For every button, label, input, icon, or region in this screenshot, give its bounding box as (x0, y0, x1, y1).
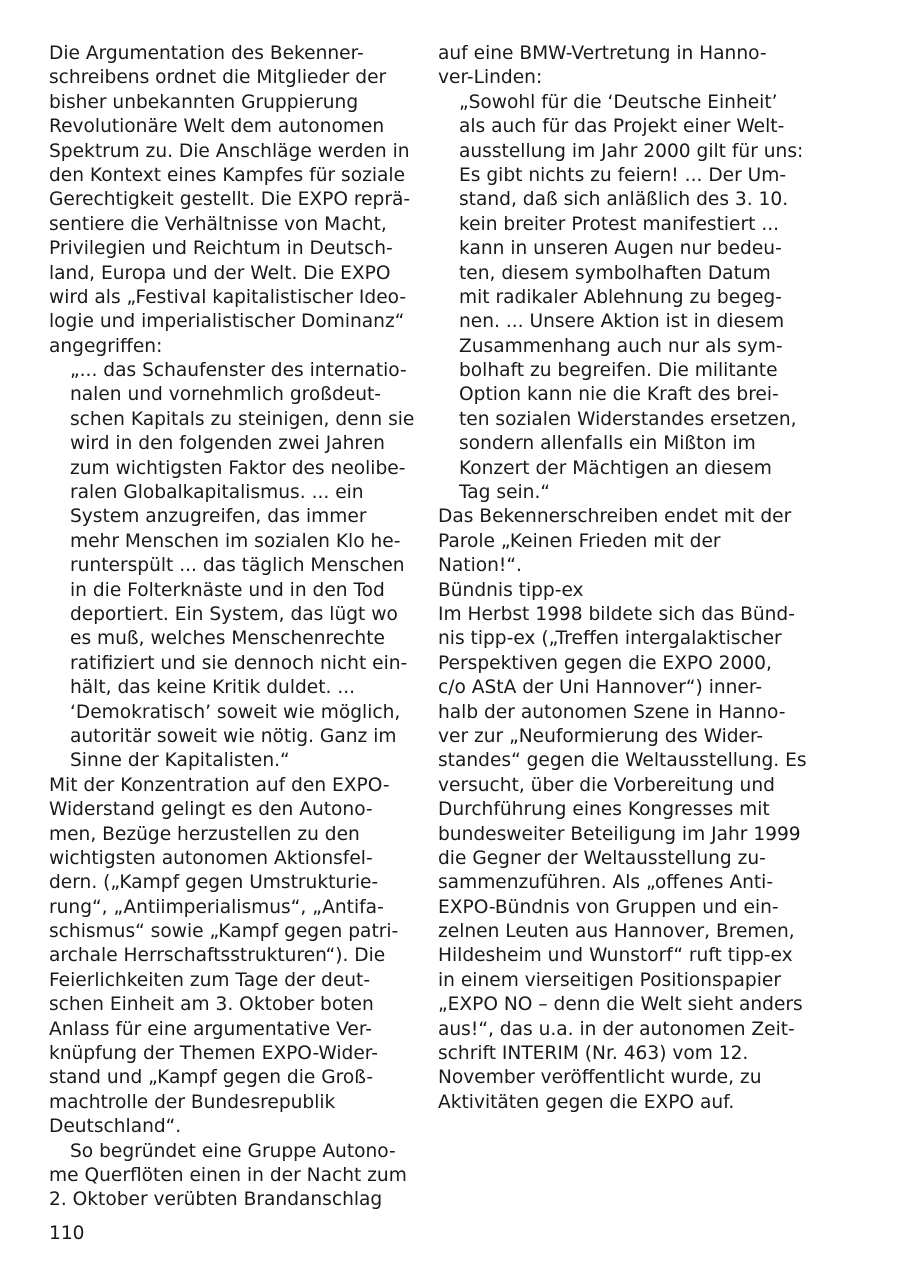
text-line: die Gegner der Weltausstellung zu- (438, 847, 766, 869)
text-line: Deutschland“. (49, 1116, 182, 1138)
page-number: 110 (49, 1223, 85, 1244)
text-line: „... das Schaufenster des internatio- (70, 360, 407, 382)
text-line: Perspektiven gegen die EXPO 2000, (438, 652, 772, 674)
text-line: ratifiziert und sie dennoch nicht ein- (70, 652, 408, 674)
text-line: auf eine BMW-Vertretung in Hanno- (438, 43, 767, 64)
text-line: autoritär soweit wie nötig. Ganz im (70, 725, 397, 747)
text-line: 2. Oktober verübten Brandanschlag (49, 1189, 383, 1211)
block-quote (438, 91, 803, 506)
text-line: ausstellung im Jahr 2000 gilt für uns: (459, 140, 804, 162)
text-line: schismus“ sowie „Kampf gegen patri- (49, 921, 399, 943)
text-line: wichtigsten autonomen Aktionsfel- (49, 847, 373, 869)
text-line: angegriffen: (49, 335, 163, 357)
text-line: den Kontext eines Kampfes für soziale (49, 164, 406, 186)
text-line: halb der autonomen Szene in Hanno- (438, 701, 786, 723)
text-line: kein breiter Protest manifestiert ... (459, 213, 780, 235)
text-line: ten, diesem symbolhaften Datum (459, 262, 771, 284)
text-line: nen. ... Unsere Aktion ist in diesem (459, 311, 785, 333)
text-line: nalen und vornehmlich großdeut- (70, 384, 381, 406)
paragraph-indented (49, 1140, 414, 1213)
text-line: deportiert. Ein System, das lügt wo (70, 603, 398, 625)
text-line: es muß, welches Menschenrechte (70, 628, 385, 650)
text-line: versucht, über die Vorbereitung und (438, 774, 775, 796)
text-line: Mit der Konzentration auf den EXPO- (49, 774, 390, 796)
text-line: System anzugreifen, das immer (70, 506, 367, 528)
text-line: runterspült ... das täglich Menschen (70, 555, 405, 577)
text-line: hält, das keine Kritik duldet. ... (70, 677, 356, 699)
text-line: dern. („Kampf gegen Umstrukturie- (49, 872, 379, 894)
text-line: Privilegien und Reichtum in Deutsch- (49, 238, 393, 260)
text-line: „EXPO NO – denn die Welt sieht anders (438, 994, 803, 1016)
text-line: ten sozialen Widerstandes ersetzen, (459, 408, 797, 430)
text-line: November veröffentlicht wurde, zu (438, 1067, 762, 1089)
text-line: Anlass für eine argumentative Ver- (49, 1018, 372, 1040)
text-line: wird in den folgenden zwei Jahren (70, 433, 385, 455)
text-line: Widerstand gelingt es den Autono- (49, 799, 373, 821)
text-line: bisher unbekannten Gruppierung (49, 91, 359, 113)
text-line: stand und „Kampf gegen die Groß- (49, 1067, 374, 1089)
text-line: me Querflöten einen in der Nacht zum (49, 1164, 407, 1186)
text-line: sammenzuführen. Als „offenes Anti- (438, 872, 774, 894)
text-line: bundesweiter Beteiligung im Jahr 1999 (438, 823, 801, 845)
text-line: Revolutionäre Welt dem autonomen (49, 116, 385, 138)
text-line: c/o AStA der Uni Hannover“) inner- (438, 677, 763, 699)
text-line: Die Argumentation des Bekenner- (49, 43, 364, 64)
text-line: wird als „Festival kapitalistischer Ideo- (49, 286, 407, 308)
text-line: ‘Demokratisch’ soweit wie möglich, (70, 701, 401, 723)
text-line: knüpfung der Themen EXPO-Wider- (49, 1043, 378, 1065)
text-line: sondern allenfalls ein Mißton im (459, 433, 756, 455)
text-line: stand, daß sich anläßlich des 3. 10. (459, 189, 789, 211)
text-line: ralen Globalkapitalismus. ... ein (70, 482, 364, 504)
text-line: Tag sein.“ (459, 482, 551, 504)
text-line: Das Bekennerschreiben endet mit der (438, 506, 792, 528)
block-quote (49, 359, 414, 774)
section-heading: Bündnis tipp-ex (438, 579, 584, 601)
text-line: standes“ gegen die Weltausstellung. Es (438, 750, 807, 772)
text-line: Spektrum zu. Die Anschläge werden in (49, 140, 410, 162)
text-line: Aktivitäten gegen die EXPO auf. (438, 1091, 735, 1113)
text-line: EXPO-Bündnis von Gruppen und ein- (438, 896, 779, 918)
paragraph (438, 603, 807, 1115)
text-line: Option kann nie die Kraft des brei- (459, 384, 779, 406)
text-line: in einem vierseitigen Positionspapier (438, 969, 781, 991)
paragraph (438, 505, 803, 578)
text-line: bolhaft zu begreifen. Die militante (459, 360, 778, 382)
text-line: logie und imperialistischer Dominanz“ (49, 311, 405, 333)
text-line: ver zur „Neuformierung des Wider- (438, 725, 764, 747)
text-line: zelnen Leuten aus Hannover, Bremen, (438, 921, 795, 943)
text-line: archale Herrschaftsstrukturen“). Die (49, 945, 386, 967)
text-line: kann in unseren Augen nur bedeu- (459, 238, 782, 260)
text-line: schrift INTERIM (Nr. 463) vom 12. (438, 1043, 749, 1065)
left-column (49, 42, 414, 1213)
text-line: Hildesheim und Wunstorf“ ruft tipp-ex (438, 945, 793, 967)
text-line: Im Herbst 1998 bildete sich das Bünd- (438, 603, 795, 625)
paragraph (49, 42, 414, 359)
text-line: Feierlichkeiten zum Tage der deut- (49, 969, 371, 991)
text-line: men, Bezüge herzustellen zu den (49, 823, 360, 845)
paragraph (438, 42, 803, 91)
paragraph (49, 774, 414, 1140)
text-line: nis tipp-ex („Treffen intergalaktischer (438, 628, 782, 650)
text-line: aus!“, das u.a. in der autonomen Zeit- (438, 1018, 795, 1040)
text-line: Sinne der Kapitalisten.“ (70, 750, 290, 772)
text-line: schen Kapitals zu steinigen, denn sie (70, 408, 415, 430)
text-line: rung“, „Antiimperialismus“, „Antifa- (49, 896, 384, 918)
text-line: So begründet eine Gruppe Autono- (70, 1140, 396, 1162)
text-line: Gerechtigkeit gestellt. Die EXPO reprä- (49, 189, 411, 211)
text-line: Nation!“. (438, 555, 522, 577)
text-line: schen Einheit am 3. Oktober boten (49, 994, 374, 1016)
text-line: schreibens ordnet die Mitglieder der (49, 67, 387, 89)
text-line: mehr Menschen im sozialen Klo he- (70, 530, 401, 552)
text-line: Zusammenhang auch nur als sym- (459, 335, 783, 357)
text-line: ver-Linden: (438, 67, 543, 89)
text-line: in die Folterknäste und in den Tod (70, 579, 385, 601)
text-line: zum wichtigsten Faktor des neolibe- (70, 457, 406, 479)
text-line: Konzert der Mächtigen an diesem (459, 457, 772, 479)
right-column (438, 42, 807, 1115)
text-line: land, Europa und der Welt. Die EXPO (49, 262, 391, 284)
text-line: Es gibt nichts zu feiern! ... Der Um- (459, 164, 787, 186)
text-line: Durchführung eines Kongresses mit (438, 799, 770, 821)
text-line: Parole „Keinen Frieden mit der (438, 530, 721, 552)
text-line: mit radikaler Ablehnung zu begeg- (459, 286, 782, 308)
text-line: „Sowohl für die ‘Deutsche Einheit’ (459, 91, 778, 113)
text-line: sentiere die Verhältnisse von Macht, (49, 213, 387, 235)
text-line: machtrolle der Bundesrepublik (49, 1091, 336, 1113)
text-line: als auch für das Projekt einer Welt- (459, 116, 785, 138)
